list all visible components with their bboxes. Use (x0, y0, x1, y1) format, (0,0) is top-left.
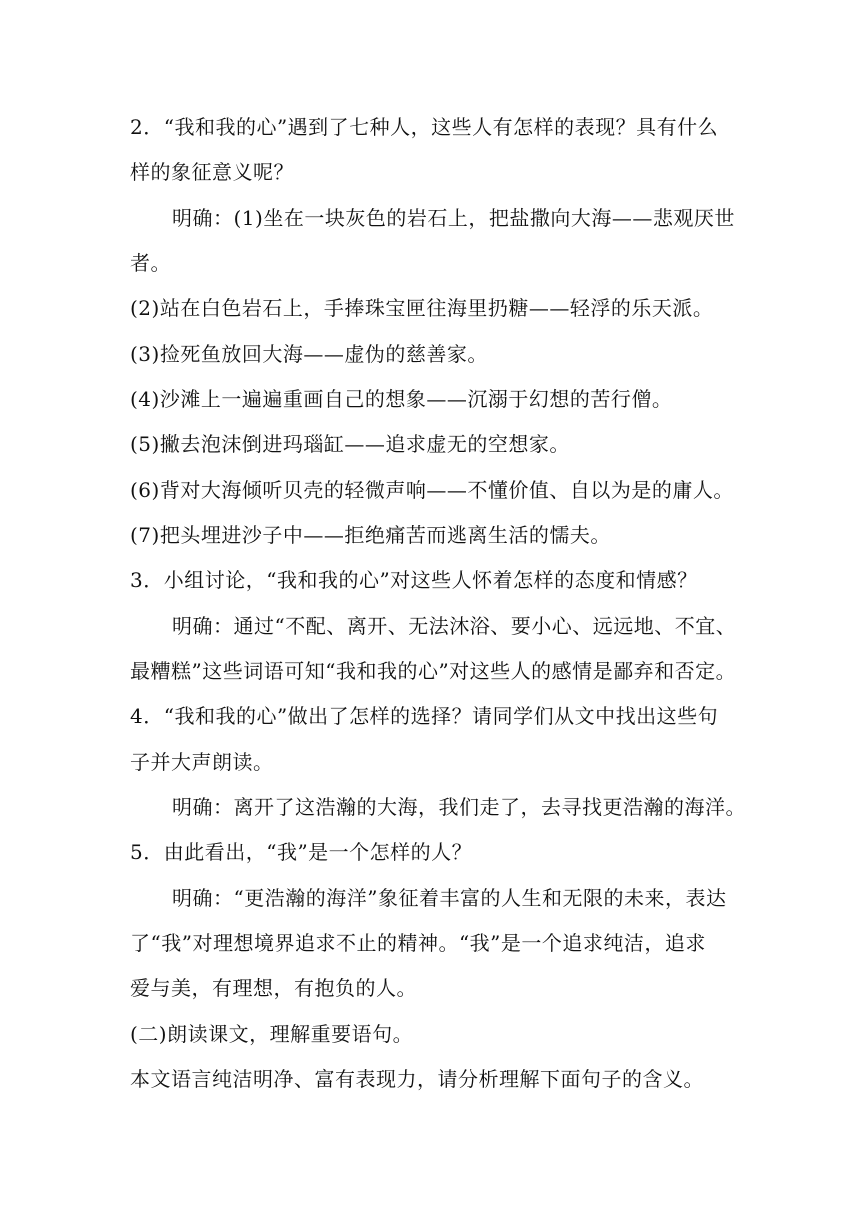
answer-2-item-6: (6)背对大海倾听贝壳的轻微声响——不懂价值、自以为是的庸人。 (130, 478, 734, 502)
answer-5-line-1: 明确：“更浩瀚的海洋”象征着丰富的人生和无限的未来，表达 (172, 886, 727, 910)
answer-2-item-3: (3)捡死鱼放回大海——虚伪的慈善家。 (130, 342, 488, 366)
section-2-intro: 本文语言纯洁明净、富有表现力，请分析理解下面句子的含义。 (130, 1067, 704, 1091)
answer-2-item-7: (7)把头埋进沙子中——拒绝痛苦而逃离生活的懦夫。 (130, 523, 611, 547)
question-2-line-1: 2．“我和我的心”遇到了七种人，这些人有怎样的表现？具有什么 (130, 115, 719, 139)
question-4-line-1: 4．“我和我的心”做出了怎样的选择？请同学们从文中找出这些句 (130, 704, 719, 728)
question-2-line-2: 样的象征意义呢？ (130, 160, 294, 184)
answer-5-line-2: 了“我”对理想境界追求不止的精神。“我”是一个追求纯洁，追求 (130, 931, 706, 955)
answer-2-item-2: (2)站在白色岩石上，手捧珠宝匣往海里扔糖——轻浮的乐天派。 (130, 296, 714, 320)
answer-3-line-1: 明确：通过“不配、离开、无法沐浴、要小心、远远地、不宜、 (172, 614, 737, 638)
answer-2-item-4: (4)沙滩上一遍遍重画自己的想象——沉溺于幻想的苦行僧。 (130, 387, 673, 411)
answer-3-line-2: 最糟糕”这些词语可知“我和我的心”对这些人的感情是鄙弃和否定。 (130, 659, 737, 683)
answer-5-line-3: 爱与美，有理想，有抱负的人。 (130, 976, 417, 1000)
answer-4: 明确：离开了这浩瀚的大海，我们走了，去寻找更浩瀚的海洋。 (172, 795, 746, 819)
answer-2-line-1: 明确：(1)坐在一块灰色的岩石上，把盐撒向大海——悲观厌世 (172, 206, 735, 230)
section-2-heading: (二)朗读课文，理解重要语句。 (130, 1022, 414, 1046)
answer-2-line-2: 者。 (130, 251, 171, 275)
answer-2-item-5: (5)撇去泡沫倒进玛瑙缸——追求虚无的空想家。 (130, 432, 570, 456)
question-4-line-2: 子并大声朗读。 (130, 750, 274, 774)
question-3: 3．小组讨论，“我和我的心”对这些人怀着怎样的态度和情感？ (130, 568, 698, 592)
question-5: 5．由此看出，“我”是一个怎样的人？ (130, 840, 473, 864)
